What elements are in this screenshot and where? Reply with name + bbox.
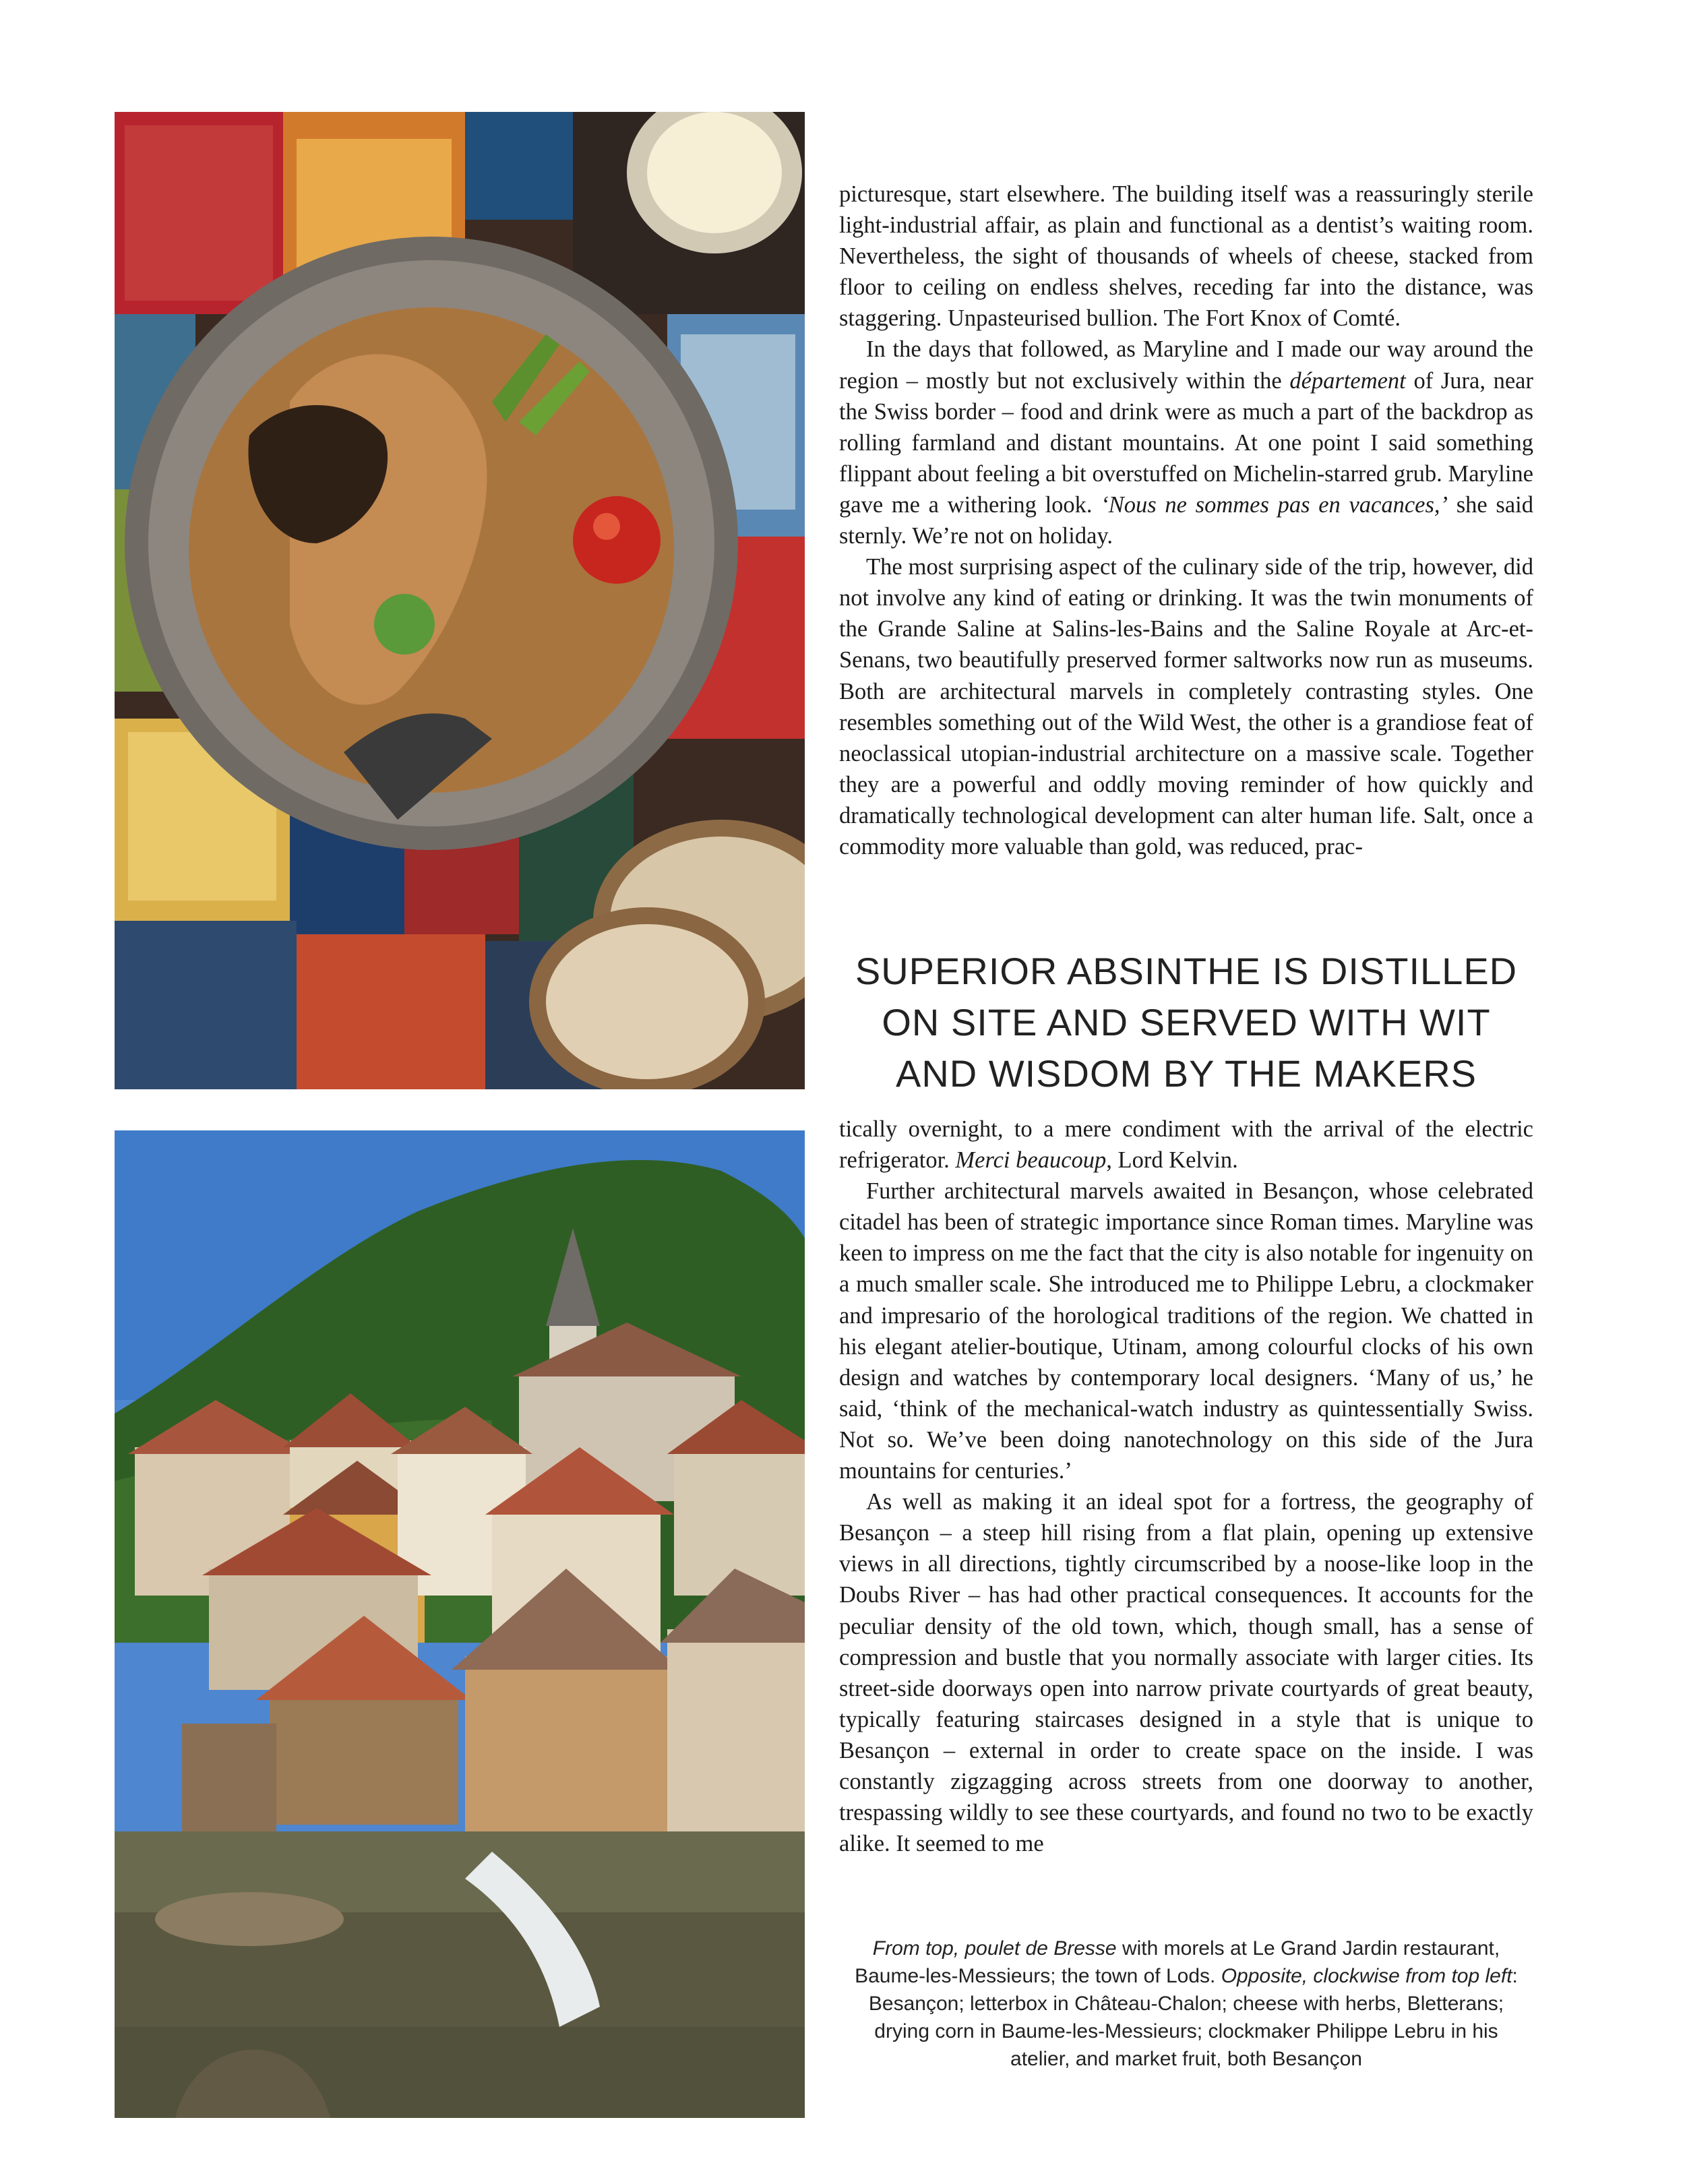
photo-town-of-lods xyxy=(115,1130,805,2118)
paragraph xyxy=(839,334,1533,551)
bowl xyxy=(125,237,738,850)
paragraph: Further architectural marvels awaited in Besançon, whose celebrated citadel has been of strategic importance since Roman times. Maryline was keen to impress on me the fact that the city is also notable for ingenuity on a much smaller scale. She introduced me to Philippe Lebru, a clockmaker and impresario of the horological traditions of the region. We chatted in his elegant atelier-boutique, Utinam, among colourful clocks of his own design and watches by contemporary local designers. ‘Many of us,’ he said, ‘think of the mechanical-watch industry as quintessentially Swiss. Not so. We’ve been doing nanotechnology on this side of the Jura mountains for centuries.’ xyxy=(839,1178,1533,1484)
caption-text: : Besançon; letterbox in Château-Chalon; cheese with herbs, Bletterans; drying corn in Baume-les-Messieurs; clockmaker Philippe Lebru in his atelier, and market fruit, both Besançon xyxy=(868,1965,1518,2070)
caption-text: with morels at Le Grand Jardin restaurant, Baume-les-Messieurs; the town of Lods. xyxy=(855,1937,1500,1987)
text-run-italic: département xyxy=(1289,367,1406,394)
text-run: she said sternly. We’re not on holiday. xyxy=(839,491,1533,549)
paragraph: picturesque, start elsewhere. The building itself was a reassuringly sterile light-industrial affair, as plain and functional as a dentist’s waiting room. Nevertheless, the sight of thousands of wheels of cheese, stacked from floor to ceiling on endless shelves, receding far into the distance, was staggering. Unpasteurised bullion. The Fort Knox of Comté. xyxy=(839,181,1533,332)
caption-italic: Opposite, clockwise from top left xyxy=(1221,1965,1512,1987)
text-run: , Lord Kelvin. xyxy=(1106,1147,1238,1174)
town-illustration xyxy=(115,1130,805,2118)
article-column-bottom xyxy=(839,1114,1533,1859)
text-run-italic: ‘Nous ne sommes pas en vacances,’ xyxy=(1101,491,1448,518)
paragraph xyxy=(839,1114,1533,1176)
text-run: of Jura, near the Swiss border – food and drink were as much a part of the backdrop as rolling farmland and distant mountains. At one point I said something flippant about feeling a bit overstuffed on Michelin-starred grub. Maryline gave me a withering look. xyxy=(839,367,1533,518)
paragraph: As well as making it an ideal spot for a fortress, the geography of Besançon – a steep hill rising from a flat plain, opening up extensive views in all directions, tightly circumscribed by a noose-like loop in the Doubs River – has had other practical consequences. It accounts for the peculiar density of the old town, which, though small, has a sense of compression and bustle that you normally associate with larger cities. Its street-side doorways open into narrow private courtyards of great beauty, typically featuring staircases designed in a style that is unique to Besançon – external in order to create space on the inside. I was constantly zigzagging across streets from one doorway to another, trespassing wildly to see these courtyards, and found no two to be exactly alike. It seemed to me xyxy=(839,1489,1533,1857)
text-run: In the days that followed, as Maryline and I made our way around the region – mostly but not exclusively within the xyxy=(839,336,1533,394)
article-column-top xyxy=(839,179,1533,862)
text-run: tically overnight, to a mere condiment with the arrival of the electric refrigerator. xyxy=(839,1116,1533,1174)
paragraph: The most surprising aspect of the culinary side of the trip, however, did not involve any kind of eating or drinking. It was the twin monuments of the Grande Saline at Salins-les-Bains and the Saline Royale at Arc-et-Senans, two beautifully preserved former saltworks now run as museums. Both are architectural marvels in completely contrasting styles. One resembles something out of the Wild West, the other is a grandiose feat of neoclassical utopian-industrial architecture on a massive scale. Together they are a powerful and oddly moving reminder of how quickly and dramatically technological development can alter human life. Salt, once a commodity more valuable than gold, was reduced, prac- xyxy=(839,554,1533,859)
photo-caption xyxy=(846,1935,1527,2073)
caption-italic: From top, poulet de Bresse xyxy=(872,1937,1117,1960)
text-run-italic: Merci beaucoup xyxy=(955,1147,1107,1174)
photo-poulet-de-bresse xyxy=(115,112,805,1089)
dish-illustration xyxy=(115,112,805,1089)
pull-quote: SUPERIOR ABSINTHE IS DISTILLED ON SITE AND SERVED WITH WIT AND WISDOM BY THE MAKERS xyxy=(855,950,1518,1095)
